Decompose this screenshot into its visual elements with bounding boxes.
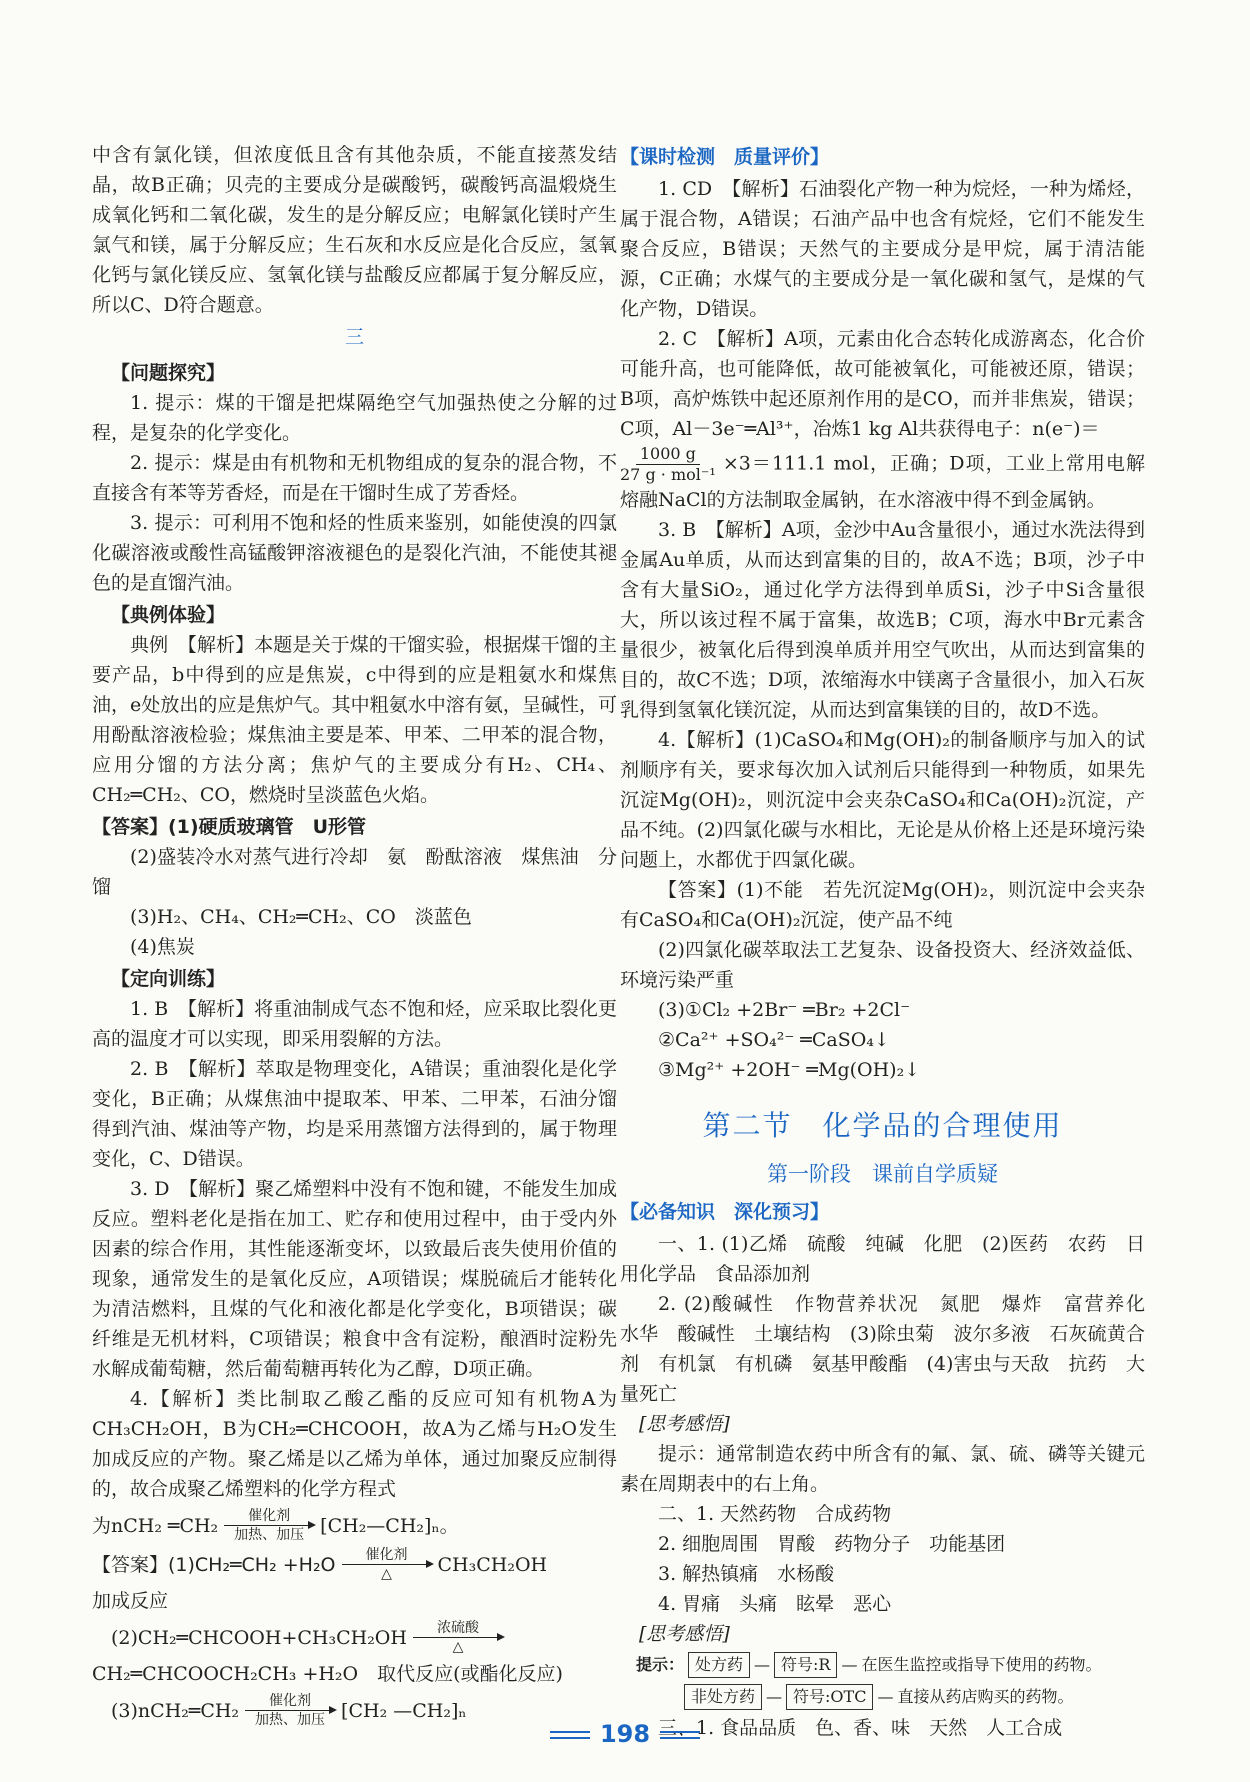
question-4-answer: 【答案】(1)不能 若先沉淀Mg(OH)₂，则沉淀中会夹杂有CaSO₄和Ca(OH)₂沉淀，使产品不纯 bbox=[620, 879, 1145, 931]
tip-paragraph: 提示：通常制造农药中所含有的氟、氯、硫、磷等关键元素在周期表中的右上角。 bbox=[620, 1443, 1145, 1495]
equation-left: (3)nCH₂═CH₂ bbox=[111, 1699, 240, 1722]
left-column bbox=[92, 140, 617, 1732]
fraction-denominator: 27 g · mol⁻¹ bbox=[620, 465, 716, 484]
knowledge-item: 2. (2)酸碱性 作物营养状况 氮肥 爆炸 富营养化 水华 酸碱性 土壤结构 (3)除虫菊 波尔多液 石灰硫黄合剂 有机氯 有机磷 氨基甲酸酯 (4)害虫与天敌 抗药 大量死亡 bbox=[620, 1293, 1165, 1405]
tip-label: 提示： bbox=[636, 1655, 685, 1674]
think-label: [思考感悟] bbox=[639, 1623, 730, 1645]
answer-line: (3)H₂、CH₄、CH₂═CH₂、CO 淡蓝色 bbox=[130, 906, 472, 928]
drill-item: 2. B 【解析】萃取是物理变化，A错误；重油裂化是化学变化，B正确；从煤焦油中提取苯、甲苯、二甲苯，石油分馏得到汽油、煤油等产物，均是采用蒸馏方法得到的，属于物理变化，C、D错误。 bbox=[92, 1058, 617, 1170]
question-1: 1. CD 【解析】石油裂化产物一种为烷烃，一种为烯烃，属于混合物，A错误；石油产品中也含有烷烃，它们不能发生聚合反应，B错误；天然气的主要成分是甲烷，属于清洁能源，C正确；水煤气的主要成分是一氧化碳和氢气，是煤的气化产物，D错误。 bbox=[620, 178, 1145, 320]
stage-title: 第一阶段 课前自学质疑 bbox=[767, 1162, 998, 1186]
answer-heading: 【答案】(1)硬质玻璃管 U形管 bbox=[92, 816, 367, 838]
page-footer bbox=[0, 1720, 1250, 1748]
knowledge-item: 3. 解热镇痛 水杨酸 bbox=[658, 1563, 835, 1585]
drill-heading: 【定向训练】 bbox=[111, 968, 226, 990]
equation-line: ②Ca²⁺ +SO₄²⁻ ═CaSO₄↓ bbox=[658, 1029, 890, 1051]
right-column bbox=[620, 140, 1165, 1743]
equation-right: [CH₂ —CH₂]ₙ bbox=[341, 1699, 467, 1722]
equation-right: [CH₂—CH₂]ₙ。 bbox=[320, 1514, 459, 1537]
question-2: 2. C 【解析】A项，元素由化合态转化成游离态，化合价可能升高，也可能降低，故可能被氧化，可能被还原，错误；B项，高炉炼铁中起还原剂作用的是CO，而并非焦炭，错误；C项，Al－3e⁻═Al³⁺，冶炼1 kg Al共获得电子：n(e⁻)＝ bbox=[620, 328, 1145, 440]
equation-esterification-product: CH₂═CHCOOCH₂CH₃ +H₂O 取代反应(或酯化反应) bbox=[92, 1663, 563, 1685]
question-2-fraction-line bbox=[620, 444, 1145, 515]
explore-item: 1. 提示：煤的干馏是把煤隔绝空气加强热使之分解的过程，是复杂的化学变化。 bbox=[92, 392, 617, 444]
drill-item: 3. D 【解析】聚乙烯塑料中没有不饱和键，不能发生加成反应。塑料老化是指在加工、贮存和使用过程中，由于受内外因素的综合作用，其性能逐渐变坏，以致最后丧失使用价值的现象，通常发生的是氧化反应，A项错误；煤脱硫后才能转化为清洁燃料，且煤的气化和液化都是化学变化，B项错误；碳纤维是无机材料，C项错误；粮食中含有淀粉，酿酒时淀粉先水解成葡萄糖，然后葡萄糖再转化为乙醇，D项正确。 bbox=[92, 1178, 617, 1380]
knowledge-item: 二、1. 天然药物 合成药物 bbox=[658, 1503, 892, 1525]
arrow-condition-bottom: 加热、加压 bbox=[234, 1527, 305, 1543]
prescription-symbol-box: 符号:R bbox=[774, 1652, 837, 1678]
equation-line: ③Mg²⁺ +2OH⁻ ═Mg(OH)₂↓ bbox=[658, 1059, 921, 1081]
equation-right: CH₃CH₂OH bbox=[437, 1553, 548, 1576]
question-3: 3. B 【解析】A项，金沙中Au含量很小，通过水洗法得到金属Au单质，从而达到富集的目的，故A不选；B项，沙子中含有大量SiO₂，通过化学方法得到单质Si，沙子中Si含量很大，所以该过程不属于富集，故选B；C项，海水中Br元素含量很少，被氧化后得到溴单质并用空气吹出，从而达到富集的目的，故C不选；D项，浓缩海水中镁离子含量很小，加入石灰乳得到氢氧化镁沉淀，从而达到富集镁的目的，故D不选。 bbox=[620, 519, 1145, 721]
arrow-condition-bottom: 加热、加压 bbox=[255, 1712, 326, 1728]
answer-line: (2)盛装冷水对蒸气进行冷却 氨 酚酞溶液 煤焦油 分馏 bbox=[92, 846, 617, 898]
equation-esterification bbox=[92, 1620, 617, 1655]
explore-heading: 【问题探究】 bbox=[111, 362, 226, 384]
drill-item: 4.【解析】类比制取乙酸乙酯的反应可知有机物A为CH₃CH₂OH，B为CH₂═CHCOOH，故A为乙烯与H₂O发生加成反应的产物。聚乙烯是以乙烯为单体，通过加聚反应制得的，故合成聚乙烯塑料的化学方程式 bbox=[92, 1388, 617, 1500]
knowledge-item: 2. 细胞周围 胃酸 药物分子 功能基团 bbox=[658, 1533, 1006, 1555]
prescription-box: 处方药 bbox=[688, 1652, 750, 1678]
question-4: 4.【解析】(1)CaSO₄和Mg(OH)₂的制备顺序与加入的试剂顺序有关，要求每次加入试剂后只能得到一种物质，如果先沉淀Mg(OH)₂，则沉淀中会夹杂CaSO₄和Ca(OH)₂沉淀，产品不纯。(2)四氯化碳与水相比，无论是从价格上还是环境污染问题上，水都优于四氯化碳。 bbox=[620, 729, 1145, 871]
question-4-answer-2: (2)四氯化碳萃取法工艺复杂、设备投资大、经济效益低、环境污染严重 bbox=[620, 939, 1145, 991]
fraction bbox=[620, 444, 716, 485]
arrow-condition-bottom: △ bbox=[381, 1566, 392, 1582]
reaction-arrow bbox=[224, 1508, 314, 1543]
reaction-arrow bbox=[342, 1547, 432, 1582]
page-number: 198 bbox=[599, 1720, 651, 1748]
knowledge-item: 三、1. 食品品质 色、香、味 天然 人工合成 bbox=[658, 1717, 1063, 1739]
arrow-condition-top: 催化剂 bbox=[248, 1508, 291, 1524]
equation-left: (2)CH₂═CHCOOH+CH₃CH₂OH bbox=[111, 1626, 407, 1649]
example-paragraph: 典例 【解析】本题是关于煤的干馏实验，根据煤干馏的主要产品，b中得到的应是焦炭，c中得到的应是粗氨水和煤焦油，e处放出的应是焦炉气。其中粗氨水中溶有氨，呈碱性，可用酚酞溶液检验；煤焦油主要是苯、甲苯、二甲苯的混合物，应用分馏的方法分离；焦炉气的主要成分有H₂、CH₄、CH₂═CH₂、CO，燃烧时呈淡蓝色火焰。 bbox=[92, 634, 617, 806]
drug-classification-diagram: 提示： 处方药 — 符号:R — 在医生监控或指导下使用的药物。 非处方药 — 符号:OTC — 直接从药店购买的药物。 bbox=[620, 1649, 1145, 1713]
prescription-description: 在医生监控或指导下使用的药物。 bbox=[861, 1655, 1102, 1674]
answer-line: (4)焦炭 bbox=[130, 936, 195, 958]
equation-hydration bbox=[92, 1547, 617, 1582]
arrow-condition-top: 催化剂 bbox=[269, 1693, 312, 1709]
arrow-condition-bottom: △ bbox=[452, 1639, 464, 1655]
think-label: [思考感悟] bbox=[639, 1413, 730, 1435]
equation-left: 为nCH₂ ═CH₂ bbox=[92, 1514, 219, 1537]
check-heading: 【课时检测 质量评价】 bbox=[620, 146, 830, 168]
otc-symbol-box: 符号:OTC bbox=[786, 1684, 873, 1710]
question-2-rest: ×3＝111.1 mol，正确；D项，工业上常用电解熔融NaCl的方法制取金属钠，在水溶液中得不到金属钠。 bbox=[620, 452, 1145, 511]
part-number: 三 bbox=[344, 326, 364, 348]
otc-description: 直接从药店购买的药物。 bbox=[897, 1687, 1074, 1706]
equation-left: 【答案】(1)CH₂═CH₂ +H₂O bbox=[92, 1553, 336, 1576]
chapter-title: 第二节 化学品的合理使用 bbox=[702, 1109, 1063, 1142]
knowledge-heading: 【必备知识 深化预习】 bbox=[620, 1201, 830, 1223]
arrow-condition-top: 催化剂 bbox=[365, 1547, 408, 1563]
otc-box: 非处方药 bbox=[684, 1684, 762, 1710]
drill-item: 1. B 【解析】将重油制成气态不饱和烃，应采取比裂化更高的温度才可以实现，即采用裂解的方法。 bbox=[92, 998, 617, 1050]
fraction-numerator: 1000 g bbox=[636, 444, 700, 465]
explore-item: 2. 提示：煤是由有机物和无机物组成的复杂的混合物，不直接含有苯等芳香烃，而是在干馏时生成了芳香烃。 bbox=[92, 452, 617, 504]
reaction-type: 加成反应 bbox=[92, 1590, 169, 1612]
knowledge-item: 一、1. (1)乙烯 硫酸 纯碱 化肥 (2)医药 农药 日用化学品 食品添加剂 bbox=[620, 1233, 1145, 1285]
example-heading: 【典例体验】 bbox=[111, 604, 226, 626]
reaction-arrow bbox=[413, 1620, 503, 1655]
knowledge-item: 4. 胃痛 头痛 眩晕 恶心 bbox=[658, 1593, 892, 1615]
arrow-condition-top: 浓硫酸 bbox=[436, 1620, 479, 1636]
intro-paragraph: 中含有氯化镁，但浓度低且含有其他杂质，不能直接蒸发结晶，故B正确；贝壳的主要成分是碳酸钙，碳酸钙高温煅烧生成氧化钙和二氧化碳，发生的是分解反应；电解氯化镁时产生氯气和镁，属于分解反应；生石灰和水反应是化合反应，氢氧化钙与氯化镁反应、氢氧化镁与盐酸反应都属于复分解反应，所以C、D符合题意。 bbox=[92, 144, 617, 316]
equation-polymerization bbox=[92, 1508, 617, 1543]
equation-line: (3)①Cl₂ +2Br⁻ ═Br₂ +2Cl⁻ bbox=[658, 999, 911, 1021]
explore-item: 3. 提示：可利用不饱和烃的性质来鉴别，如能使溴的四氯化碳溶液或酸性高锰酸钾溶液褪色的是裂化汽油，不能使其褪色的是直馏汽油。 bbox=[92, 512, 617, 594]
